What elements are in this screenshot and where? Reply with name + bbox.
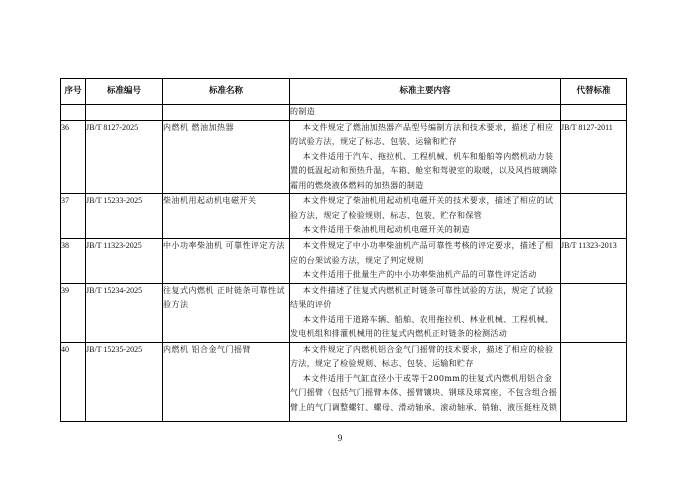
cell-no: 38 <box>61 239 86 284</box>
cell-name: 往复式内燃机 正时链条可靠性试验方法 <box>163 283 290 342</box>
cell-code: JB/T 11323-2025 <box>86 239 163 284</box>
cell-replaces <box>561 105 627 121</box>
cell-name: 柴油机用起动机电磁开关 <box>163 194 290 239</box>
content-paragraph: 本文件适用于气缸直径小于或等于200mm的往复式内燃机用铝合金气门摇臂（包括气门摇臂本体、摇臂镶块、钢球及球窝座，不包含组合摇臂上的气门调整螺钉、螺母、滑动轴承、滚动轴承、销轴、液压挺柱及锁 <box>290 373 558 412</box>
table-row <box>61 283 627 342</box>
header-code: 标准编号 <box>86 79 163 105</box>
cell-code <box>86 105 163 121</box>
content-paragraph: 本文件规定了内燃机铝合金气门摇臂的技术要求，描述了相应的检验方法，规定了检验规则、标志、包装、运输和贮存 <box>290 344 554 368</box>
content-paragraph: 本文件适用于汽车、拖拉机、工程机械、机车和船舶等内燃机动力装置的低温起动和预热升温，车箱、舱室和驾驶室的取暖，以及风挡玻璃除霜用的燃烧液体燃料的加热器的制造 <box>290 151 558 190</box>
cell-code: JB/T 15234-2025 <box>86 283 163 342</box>
table-header-row <box>61 79 627 105</box>
content-paragraph: 本文件规定了燃油加热器产品型号编制方法和技术要求，描述了相应的试验方法，规定了标志、包装、运输和贮存 <box>290 122 554 146</box>
content-paragraph: 本文件规定了中小功率柴油机产品可靠性考核的评定要求，描述了相应的台架试验方法，规定了判定规则 <box>290 241 554 265</box>
content-paragraph: 本文件适用于柴油机用起动机电磁开关的制造 <box>302 225 470 234</box>
header-name: 标准名称 <box>163 79 290 105</box>
cell-no: 40 <box>61 342 86 421</box>
cell-replaces <box>561 283 627 342</box>
cell-code: JB/T 15235-2025 <box>86 342 163 421</box>
cell-replaces <box>561 342 627 421</box>
cell-content <box>290 105 561 121</box>
header-no: 序号 <box>61 79 86 105</box>
cell-name <box>163 105 290 121</box>
cell-replaces <box>561 194 627 239</box>
table-row <box>61 239 627 284</box>
header-replaces: 代替标准 <box>561 79 627 105</box>
table-row <box>61 120 627 194</box>
cell-content <box>290 120 561 194</box>
content-paragraph: 本文件描述了往复式内燃机正时链条可靠性试验的方法，规定了试验结果的评价 <box>290 285 554 309</box>
page-number: 9 <box>337 433 343 443</box>
cell-replaces: JB/T 11323-2013 <box>561 239 627 284</box>
table-row <box>61 194 627 239</box>
table-row <box>61 342 627 421</box>
cell-content <box>290 239 561 284</box>
content-paragraph: 本文件适用于道路车辆、船舶、农用拖拉机、林业机械、工程机械、发电机组和排灌机械用的往复式内燃机正时链条的检测活动 <box>290 314 554 338</box>
cell-no <box>61 105 86 121</box>
cell-no: 39 <box>61 283 86 342</box>
cell-no: 37 <box>61 194 86 239</box>
cell-name: 内燃机 铝合金气门摇臂 <box>163 342 290 421</box>
cell-name: 内燃机 燃油加热器 <box>163 120 290 194</box>
standards-table <box>60 78 627 422</box>
cell-name: 中小功率柴油机 可靠性评定方法 <box>163 239 290 284</box>
content-paragraph: 本文件适用于批量生产的中小功率柴油机产品的可靠性评定活动 <box>302 270 537 279</box>
content-paragraph: 本文件规定了柴油机用起动机电磁开关的技术要求，描述了相应的试验方法，规定了检验规则、标志、包装、贮存和保管 <box>290 196 554 220</box>
cell-replaces: JB/T 8127-2011 <box>561 120 627 194</box>
header-content: 标准主要内容 <box>290 79 561 105</box>
cell-content <box>290 283 561 342</box>
cell-content <box>290 342 561 421</box>
cell-content <box>290 194 561 239</box>
cell-no: 36 <box>61 120 86 194</box>
cell-code: JB/T 8127-2025 <box>86 120 163 194</box>
content-paragraph: 的制造 <box>290 107 316 116</box>
cell-code: JB/T 15233-2025 <box>86 194 163 239</box>
table-row-continuation <box>61 105 627 121</box>
